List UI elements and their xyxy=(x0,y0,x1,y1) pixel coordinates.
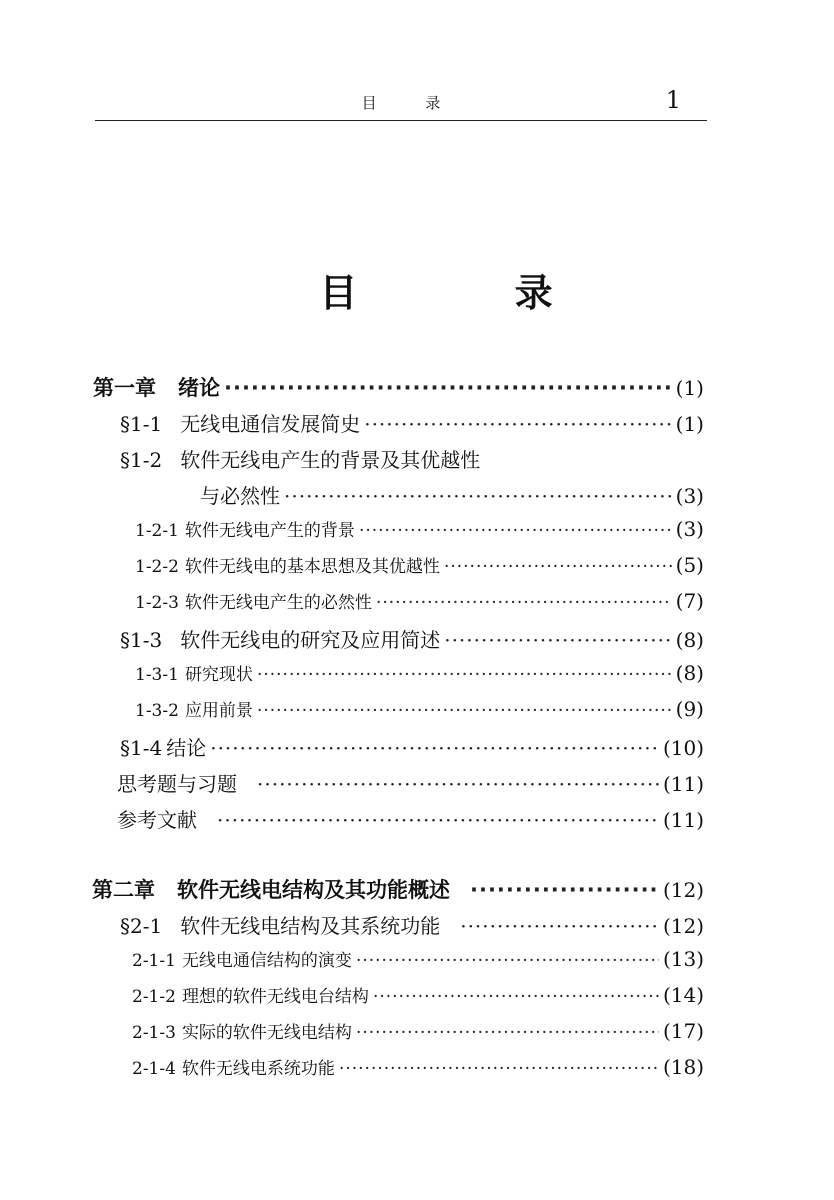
toc-section-2-1 xyxy=(120,910,704,939)
toc-section-1-2-continuation xyxy=(200,480,704,509)
toc-page: (5) xyxy=(675,553,704,577)
toc-chapter-2 xyxy=(92,874,704,904)
toc-page: (18) xyxy=(662,1055,704,1079)
running-head-title: 目 录 xyxy=(361,94,463,112)
page-title: 目 录 xyxy=(319,271,625,315)
toc-leader xyxy=(444,557,672,577)
toc-number: 1-2-2 xyxy=(135,557,179,577)
toc-sub-1-2-1 xyxy=(135,516,704,541)
toc-label: 结论 xyxy=(166,736,207,760)
toc-number: 2-1-4 xyxy=(132,1059,176,1079)
toc-leader xyxy=(284,484,672,508)
toc-label: 软件无线电结构及其功能概述 xyxy=(177,878,450,902)
running-head-page-number: 1 xyxy=(665,86,681,114)
toc-exercises xyxy=(117,768,704,797)
toc-page: (11) xyxy=(662,808,704,832)
toc-number: 1-3-1 xyxy=(135,665,179,685)
toc-label: 与必然性 xyxy=(200,484,280,508)
toc-page: (3) xyxy=(675,484,704,508)
toc-label: 软件无线电产生的背景及其优越性 xyxy=(180,448,481,472)
toc-number: 1-2-3 xyxy=(135,593,179,613)
running-head xyxy=(95,86,707,121)
toc-leader xyxy=(217,808,659,832)
toc-sub-2-1-3 xyxy=(132,1018,704,1043)
toc-label: 软件无线电结构及其系统功能 xyxy=(180,914,441,938)
toc-leader xyxy=(444,628,671,652)
toc-label: 理想的软件无线电台结构 xyxy=(181,987,369,1007)
toc-leader xyxy=(460,914,659,938)
toc-label: 软件无线电产生的必然性 xyxy=(184,593,372,613)
toc-leader xyxy=(470,878,659,902)
toc-page: (9) xyxy=(675,697,704,721)
toc-leader xyxy=(373,987,659,1007)
toc-page: (12) xyxy=(662,914,704,938)
toc-section-1-4 xyxy=(120,732,704,761)
toc-label: 应用前景 xyxy=(184,701,253,721)
toc-section-1-2 xyxy=(120,444,480,473)
toc-page: (1) xyxy=(675,412,704,436)
toc-label: 无线电通信发展简史 xyxy=(180,412,361,436)
toc-page: (1) xyxy=(675,376,704,400)
toc-leader xyxy=(359,521,672,541)
toc-leader xyxy=(224,376,672,400)
toc-page: (8) xyxy=(675,628,704,652)
toc-label: 软件无线电的研究及应用简述 xyxy=(180,628,441,652)
toc-page: (11) xyxy=(662,772,704,796)
toc-number: 第二章 xyxy=(92,878,155,902)
toc-number: §2-1 xyxy=(120,914,163,938)
toc-sub-1-2-2 xyxy=(135,552,704,577)
toc-page: (14) xyxy=(662,983,704,1007)
toc-number: §1-3 xyxy=(120,628,163,652)
toc-sub-2-1-2 xyxy=(132,982,704,1007)
toc-number: 2-1-3 xyxy=(132,1023,176,1043)
toc-references xyxy=(117,804,704,833)
toc-leader xyxy=(364,412,671,436)
toc-label: 绪论 xyxy=(178,376,220,400)
toc-page: (10) xyxy=(662,736,704,760)
toc-sub-1-2-3 xyxy=(135,588,704,613)
toc-leader xyxy=(339,1059,659,1079)
toc-label: 软件无线电的基本思想及其优越性 xyxy=(184,557,440,577)
toc-section-1-3 xyxy=(120,624,704,653)
toc-label: 研究现状 xyxy=(184,665,253,685)
toc-page: (7) xyxy=(675,589,704,613)
toc-number: §1-4 xyxy=(120,736,163,760)
toc-page: (3) xyxy=(675,517,704,541)
toc-page: (8) xyxy=(675,661,704,685)
toc-leader xyxy=(257,772,659,796)
toc-chapter-1 xyxy=(93,372,704,402)
toc-number: 2-1-1 xyxy=(132,951,176,971)
toc-number: §1-2 xyxy=(120,448,163,472)
toc-page: (17) xyxy=(662,1019,704,1043)
toc-number: 第一章 xyxy=(93,376,156,400)
toc-sub-1-3-1 xyxy=(135,660,704,685)
toc-number: 2-1-2 xyxy=(132,987,176,1007)
toc-label: 软件无线电产生的背景 xyxy=(184,521,355,541)
toc-section-1-1 xyxy=(120,408,704,437)
toc-sub-2-1-1 xyxy=(132,946,704,971)
toc-label: 实际的软件无线电结构 xyxy=(181,1023,352,1043)
toc-label: 无线电通信结构的演变 xyxy=(181,951,352,971)
toc-leader xyxy=(257,701,672,721)
toc-page: (13) xyxy=(662,947,704,971)
toc-leader xyxy=(356,1023,659,1043)
toc-number: 1-2-1 xyxy=(135,521,179,541)
toc-number: 1-3-2 xyxy=(135,701,179,721)
toc-label: 参考文献 xyxy=(117,808,197,832)
toc-leader xyxy=(356,951,659,971)
toc-sub-1-3-2 xyxy=(135,696,704,721)
toc-number: §1-1 xyxy=(120,412,163,436)
toc-label: 思考题与习题 xyxy=(117,772,237,796)
toc-leader xyxy=(210,736,659,760)
toc-page: (12) xyxy=(662,878,704,902)
toc-leader xyxy=(257,665,672,685)
toc-label: 软件无线电系统功能 xyxy=(181,1059,335,1079)
toc-sub-2-1-4 xyxy=(132,1054,704,1079)
toc-leader xyxy=(376,593,672,613)
